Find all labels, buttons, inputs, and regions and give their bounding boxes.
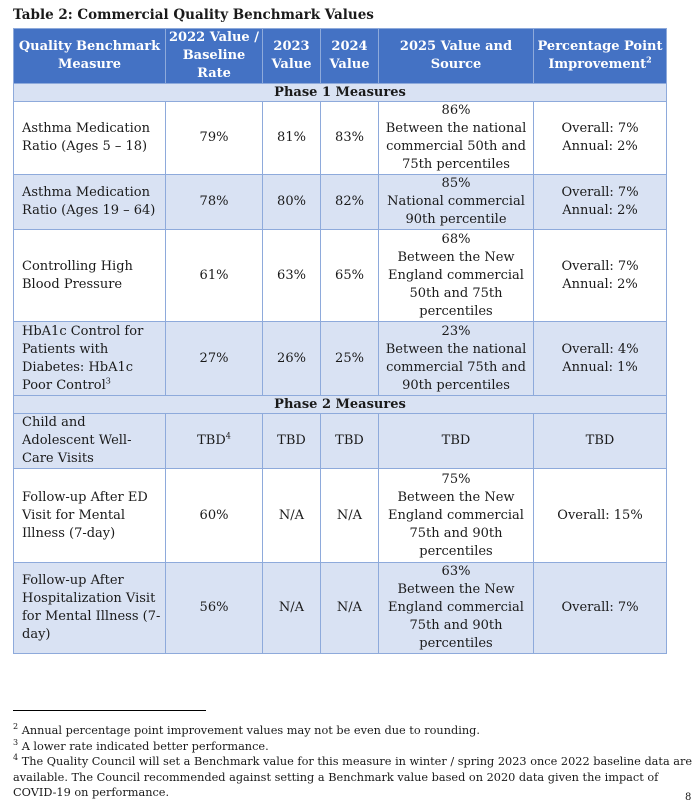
baseline-value: 60% bbox=[199, 507, 229, 523]
table-row bbox=[14, 469, 667, 563]
baseline-value: 79% bbox=[199, 130, 229, 145]
value-2024-cell: 83% bbox=[321, 102, 379, 175]
phase-row bbox=[14, 84, 667, 102]
footnote bbox=[13, 723, 693, 739]
phase-label: Phase 2 Measures bbox=[14, 396, 667, 414]
value-2024-cell: 25% bbox=[321, 322, 379, 396]
table-row bbox=[14, 322, 667, 396]
improvement-overall: Overall: 7% bbox=[561, 600, 639, 615]
baseline-value: 27% bbox=[199, 350, 229, 366]
footnote-ref: 2 bbox=[646, 54, 652, 65]
footnote-mark: 3 bbox=[13, 737, 19, 747]
table-row bbox=[14, 102, 667, 175]
measure-name: Asthma Medication Ratio (Ages 5 – 18) bbox=[22, 121, 150, 154]
value-2024-cell: N/A bbox=[321, 563, 379, 654]
value-2024-cell: TBD bbox=[321, 414, 379, 469]
baseline-cell bbox=[166, 322, 263, 396]
header-improvement-text: Percentage Point Improvement bbox=[537, 39, 663, 72]
measure-name: Asthma Medication Ratio (Ages 19 – 64) bbox=[22, 185, 156, 218]
improvement-cell bbox=[534, 102, 667, 175]
value-2025-source-cell: 68% Between the New England commercial 50th and 75th percentiles bbox=[379, 230, 534, 322]
baseline-cell bbox=[166, 230, 263, 322]
improvement-cell bbox=[534, 322, 667, 396]
baseline-value: TBD bbox=[197, 433, 226, 448]
improvement-cell bbox=[534, 175, 667, 230]
baseline-cell bbox=[166, 175, 263, 230]
footnote-mark: 4 bbox=[13, 753, 19, 763]
table-row bbox=[14, 230, 667, 322]
table-row bbox=[14, 175, 667, 230]
improvement-annual: Annual: 2% bbox=[562, 139, 638, 154]
improvement-cell bbox=[534, 563, 667, 654]
improvement-cell bbox=[534, 414, 667, 469]
measure-name: Follow-up After Hospitalization Visit for Mental Illness (7-day) bbox=[22, 573, 161, 642]
value-2025-source-cell: TBD bbox=[379, 414, 534, 469]
measure-cell bbox=[14, 322, 166, 396]
baseline-cell bbox=[166, 102, 263, 175]
improvement-overall: Overall: 7% bbox=[561, 121, 639, 136]
value-2023-cell: 80% bbox=[263, 175, 321, 230]
table-row bbox=[14, 414, 667, 469]
improvement-overall: Overall: 15% bbox=[557, 507, 643, 523]
footnote-text: A lower rate indicated better performance. bbox=[21, 739, 269, 753]
value-2023-cell: N/A bbox=[263, 469, 321, 563]
improvement-overall: Overall: 7% bbox=[561, 258, 639, 274]
footnote bbox=[13, 754, 693, 801]
value-2025-source-cell: 23% Between the national commercial 75th and 90th percentiles bbox=[379, 322, 534, 396]
header-2024: 2024 Value bbox=[321, 29, 379, 84]
improvement-overall: Overall: 7% bbox=[561, 185, 639, 200]
value-2023-cell: TBD bbox=[263, 414, 321, 469]
footnote-divider bbox=[13, 710, 206, 711]
footnote bbox=[13, 739, 693, 755]
improvement-overall: Overall: 4% bbox=[561, 341, 639, 357]
footnote-text: The Quality Council will set a Benchmark value for this measure in winter / spring 2023 once 2022 baseline data are available. The Council recommended against setting a Benchmark value based on 2020 data given the impact of COVID-19 on performance. bbox=[13, 755, 693, 799]
baseline-value: 56% bbox=[199, 600, 229, 615]
page-number: 8 bbox=[685, 792, 692, 803]
improvement-cell bbox=[534, 230, 667, 322]
value-2023-cell: 63% bbox=[263, 230, 321, 322]
footnote-ref: 3 bbox=[105, 376, 111, 386]
measure-name: Controlling High Blood Pressure bbox=[22, 258, 133, 292]
value-2025-source-cell: 85% National commercial 90th percentile bbox=[379, 175, 534, 230]
improvement-overall: TBD bbox=[585, 433, 615, 448]
table-title: Table 2: Commercial Quality Benchmark Values bbox=[13, 7, 374, 23]
footnote-ref: 4 bbox=[225, 431, 231, 441]
phase-label: Phase 1 Measures bbox=[14, 84, 667, 102]
phase-row bbox=[14, 396, 667, 414]
improvement-annual: Annual: 2% bbox=[562, 276, 638, 292]
improvement-annual: Annual: 2% bbox=[562, 203, 638, 218]
improvement-cell bbox=[534, 469, 667, 563]
measure-cell bbox=[14, 563, 166, 654]
value-2025-source-cell: 63% Between the New England commercial 75th and 90th percentiles bbox=[379, 563, 534, 654]
footnote-mark: 2 bbox=[13, 722, 19, 732]
measure-name: Follow-up After ED Visit for Mental Illness (7-day) bbox=[22, 489, 148, 541]
value-2024-cell: N/A bbox=[321, 469, 379, 563]
value-2023-cell: 26% bbox=[263, 322, 321, 396]
baseline-value: 61% bbox=[199, 267, 229, 283]
header-baseline: 2022 Value / Baseline Rate bbox=[166, 29, 263, 84]
measure-cell bbox=[14, 102, 166, 175]
measure-cell bbox=[14, 414, 166, 469]
measure-cell bbox=[14, 175, 166, 230]
header-2023: 2023 Value bbox=[263, 29, 321, 84]
baseline-cell bbox=[166, 563, 263, 654]
baseline-cell bbox=[166, 414, 263, 469]
value-2023-cell: N/A bbox=[263, 563, 321, 654]
benchmark-table bbox=[13, 28, 667, 654]
measure-cell bbox=[14, 230, 166, 322]
header-improvement bbox=[534, 29, 667, 84]
baseline-cell bbox=[166, 469, 263, 563]
footnote-text: Annual percentage point improvement values may not be even due to rounding. bbox=[21, 724, 480, 737]
table-row bbox=[14, 563, 667, 654]
value-2024-cell: 65% bbox=[321, 230, 379, 322]
improvement-annual: Annual: 1% bbox=[562, 359, 638, 375]
value-2023-cell: 81% bbox=[263, 102, 321, 175]
value-2025-source-cell: 75% Between the New England commercial 75th and 90th percentiles bbox=[379, 469, 534, 563]
measure-cell bbox=[14, 469, 166, 563]
value-2024-cell: 82% bbox=[321, 175, 379, 230]
measure-name: Child and Adolescent Well-Care Visits bbox=[22, 415, 132, 466]
value-2025-source-cell: 86% Between the national commercial 50th and 75th percentiles bbox=[379, 102, 534, 175]
header-row bbox=[14, 29, 667, 84]
measure-name: HbA1c Control for Patients with Diabetes: HbA1c Poor Control bbox=[22, 323, 144, 393]
header-measure: Quality Benchmark Measure bbox=[14, 29, 166, 84]
footnotes bbox=[13, 723, 693, 801]
baseline-value: 78% bbox=[199, 194, 229, 209]
header-2025: 2025 Value and Source bbox=[379, 29, 534, 84]
